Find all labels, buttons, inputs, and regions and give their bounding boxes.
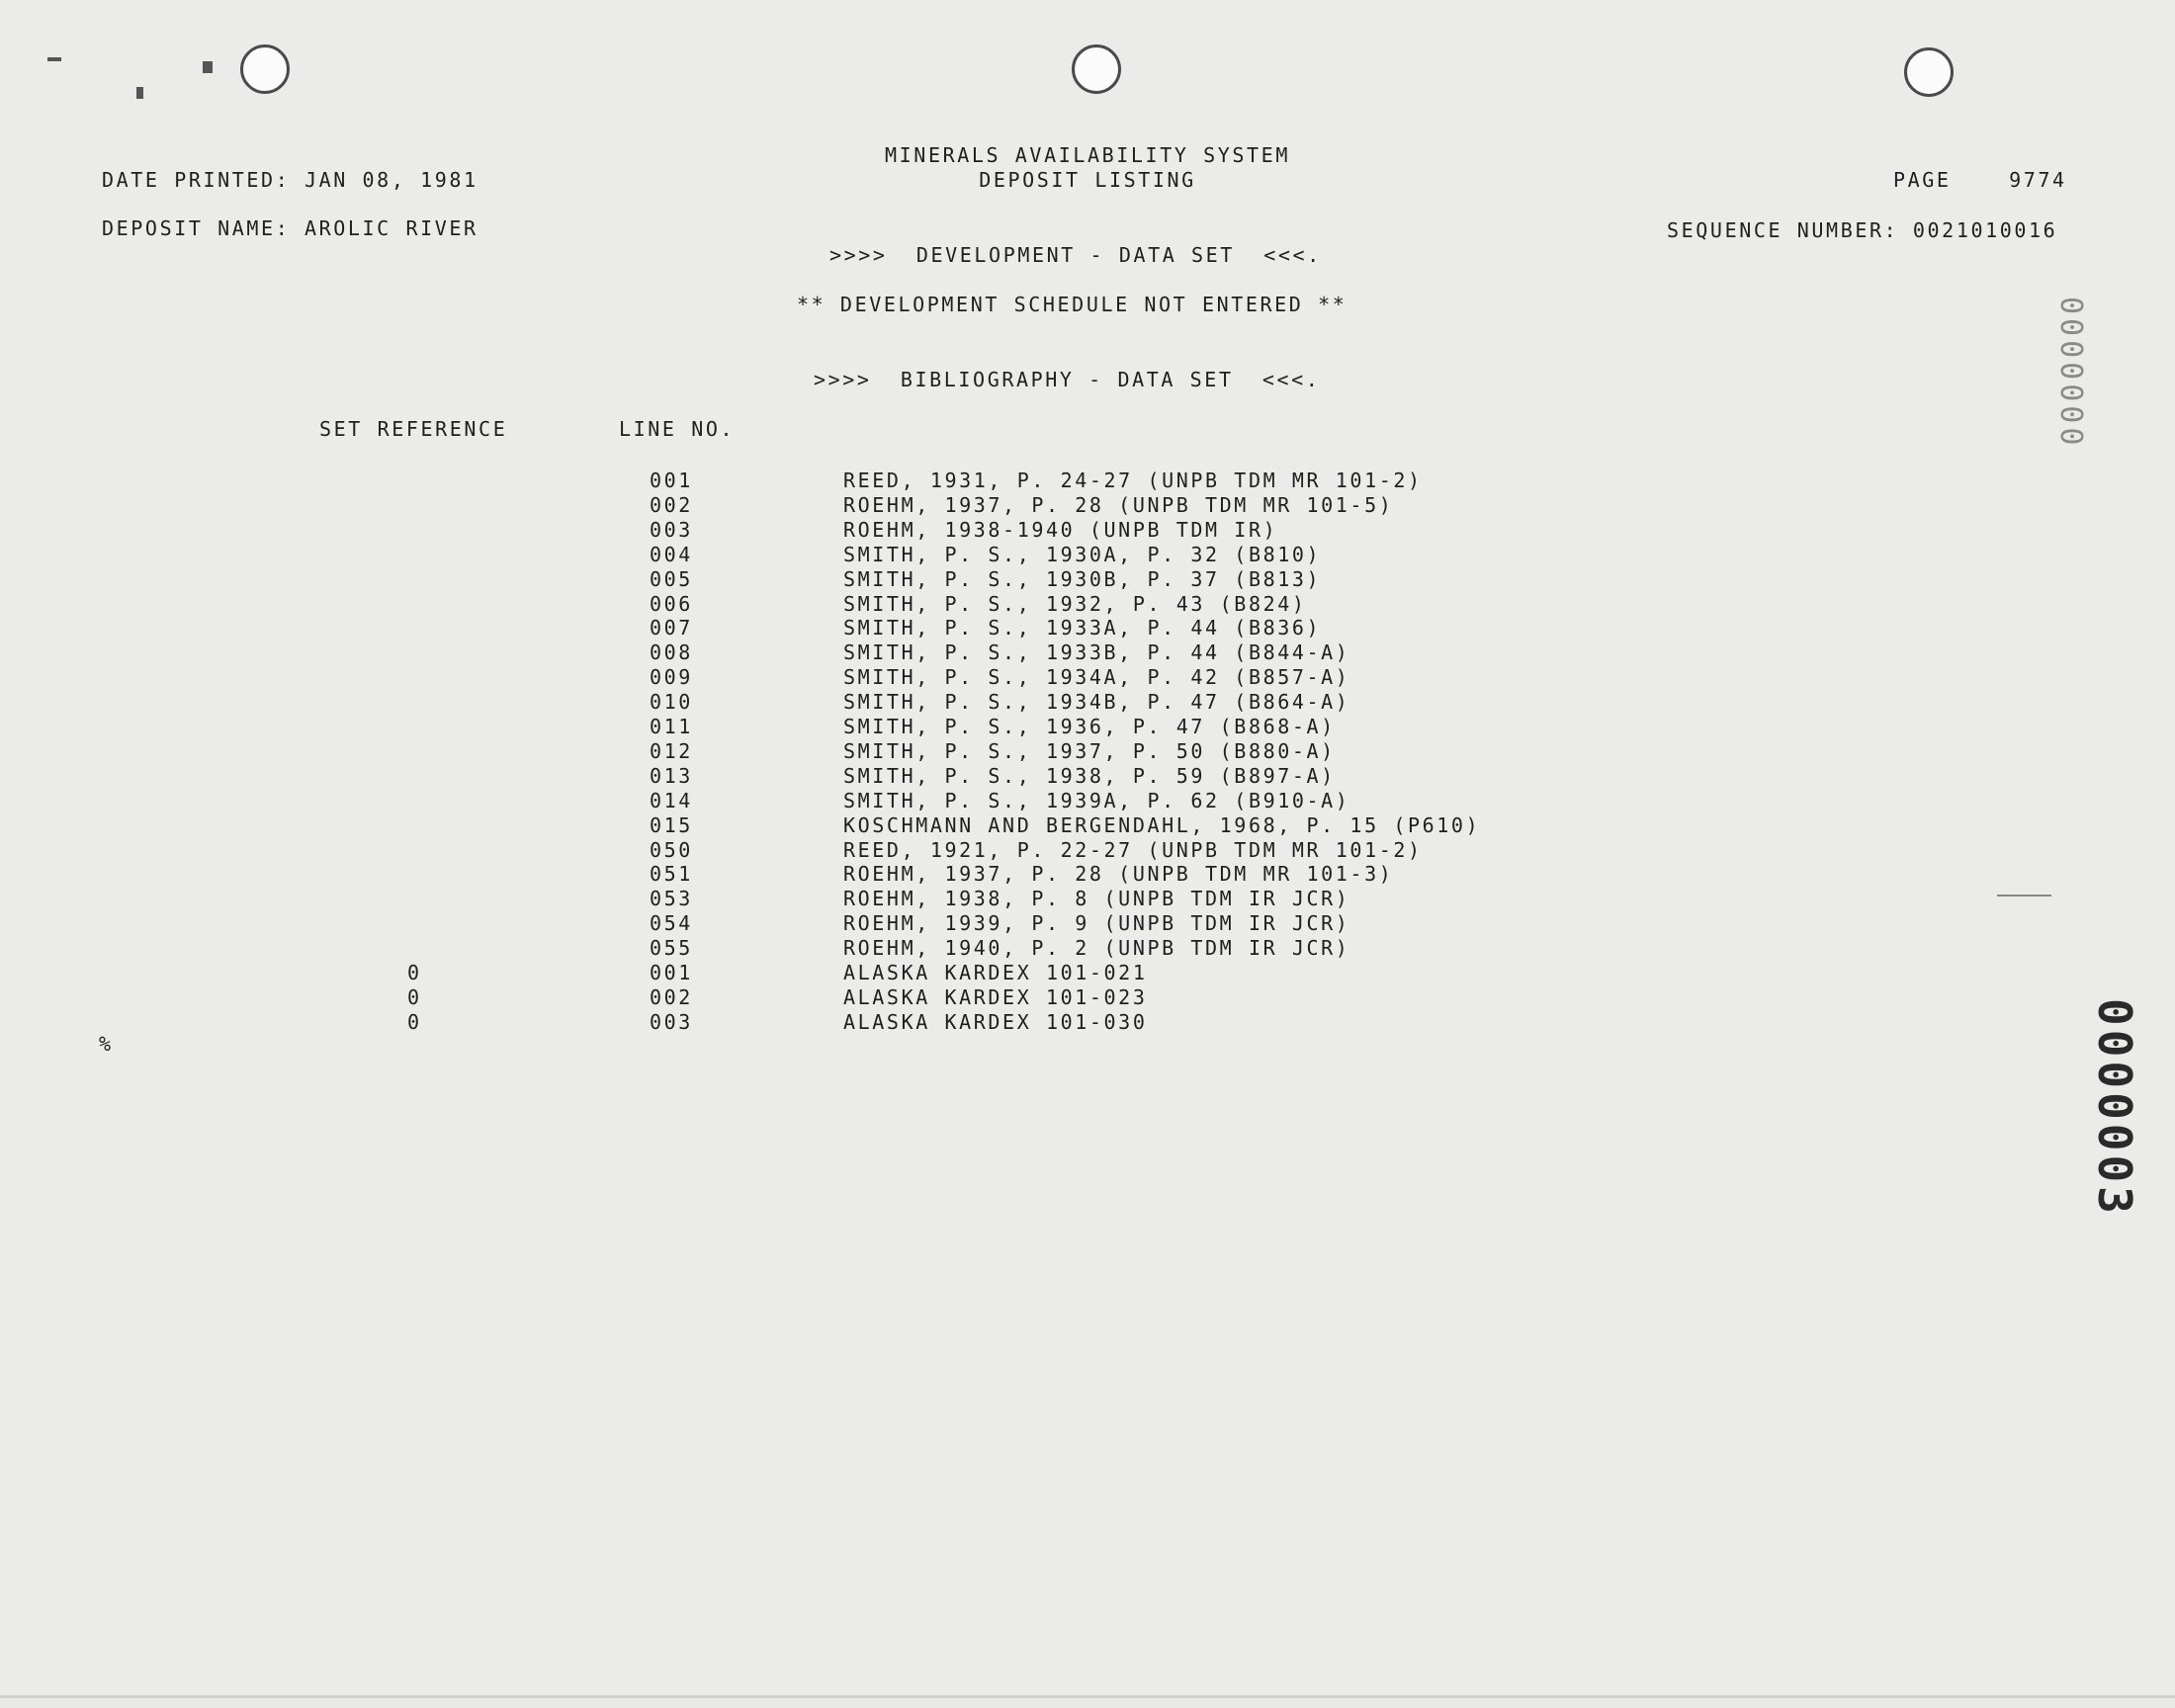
deposit-name: DEPOSIT NAME: AROLIC RIVER: [102, 216, 478, 240]
bibliography-heading: >>>> BIBLIOGRAPHY - DATA SET <<<.: [814, 368, 1321, 391]
table-row: [0, 838, 2175, 863]
listing-title: DEPOSIT LISTING: [979, 168, 1196, 192]
citation-cell: ALASKA KARDEX 101-021: [843, 961, 1148, 984]
line-number-cell: 002: [650, 984, 693, 1009]
table-row: [0, 567, 2175, 592]
line-number-cell: 050: [650, 837, 693, 862]
line-number-cell: 053: [650, 887, 693, 911]
table-row: [0, 789, 2175, 813]
development-notice: ** DEVELOPMENT SCHEDULE NOT ENTERED **: [797, 293, 1348, 316]
table-row: [0, 469, 2175, 493]
citation-cell: SMITH, P. S., 1930B, P. 37 (B813): [843, 566, 1322, 591]
line-number-cell: 003: [650, 1009, 693, 1034]
table-row: [0, 592, 2175, 617]
system-title: MINERALS AVAILABILITY SYSTEM: [885, 143, 1290, 167]
column-header-set-reference: SET REFERENCE: [319, 417, 508, 441]
table-row: [0, 764, 2175, 789]
table-row: [0, 665, 2175, 690]
table-row: [0, 985, 2175, 1010]
table-row: [0, 961, 2175, 985]
line-number-cell: 055: [650, 936, 693, 961]
table-row: [0, 715, 2175, 739]
binder-hole-left: [240, 44, 290, 94]
scan-speck: [136, 87, 143, 99]
line-number-cell: 004: [650, 542, 693, 566]
line-number-cell: 014: [650, 788, 693, 812]
table-row: [0, 911, 2175, 936]
end-of-listing-mark: %: [99, 1032, 114, 1056]
line-number-cell: 013: [650, 763, 693, 788]
table-row: [0, 493, 2175, 518]
line-number-cell: 006: [650, 591, 693, 616]
scan-speck: [203, 61, 213, 73]
citation-cell: SMITH, P. S., 1930A, P. 32 (B810): [843, 542, 1322, 566]
line-number-cell: 001: [650, 961, 693, 984]
citation-cell: ROEHM, 1938-1940 (UNPB TDM IR): [843, 517, 1278, 542]
citation-cell: SMITH, P. S., 1933A, P. 44 (B836): [843, 616, 1322, 640]
citation-cell: SMITH, P. S., 1934B, P. 47 (B864-A): [843, 690, 1350, 715]
sequence-number: SEQUENCE NUMBER: 0021010016: [1667, 218, 2058, 242]
citation-cell: ROEHM, 1939, P. 9 (UNPB TDM IR JCR): [843, 911, 1350, 936]
citation-cell: REED, 1921, P. 22-27 (UNPB TDM MR 101-2): [843, 837, 1423, 862]
line-number-cell: 010: [650, 690, 693, 715]
set-reference-cell: 0: [407, 1009, 420, 1034]
line-number-cell: 054: [650, 911, 693, 936]
date-printed: DATE PRINTED: JAN 08, 1981: [102, 168, 478, 192]
citation-cell: ROEHM, 1938, P. 8 (UNPB TDM IR JCR): [843, 887, 1350, 911]
table-row: [0, 862, 2175, 887]
table-row: [0, 739, 2175, 764]
citation-cell: ROEHM, 1937, P. 28 (UNPB TDM MR 101-5): [843, 492, 1394, 517]
table-row: [0, 640, 2175, 665]
table-row: [0, 887, 2175, 911]
binder-hole-center: [1072, 44, 1121, 94]
citation-cell: KOSCHMANN AND BERGENDAHL, 1968, P. 15 (P610): [843, 812, 1481, 837]
line-number-cell: 015: [650, 812, 693, 837]
citation-cell: SMITH, P. S., 1933B, P. 44 (B844-A): [843, 640, 1350, 665]
page-number: PAGE 9774: [1893, 168, 2067, 192]
table-row: [0, 543, 2175, 567]
table-row: [0, 690, 2175, 715]
citation-cell: SMITH, P. S., 1934A, P. 42 (B857-A): [843, 665, 1350, 690]
line-number-cell: 007: [650, 616, 693, 640]
citation-cell: SMITH, P. S., 1939A, P. 62 (B910-A): [843, 788, 1350, 812]
table-row: [0, 1010, 2175, 1035]
citation-cell: ROEHM, 1940, P. 2 (UNPB TDM IR JCR): [843, 936, 1350, 961]
table-row: [0, 518, 2175, 543]
citation-cell: SMITH, P. S., 1938, P. 59 (B897-A): [843, 763, 1336, 788]
column-header-line-no: LINE NO.: [619, 417, 736, 441]
citation-cell: SMITH, P. S., 1936, P. 47 (B868-A): [843, 715, 1336, 738]
citation-cell: ROEHM, 1937, P. 28 (UNPB TDM MR 101-3): [843, 862, 1394, 887]
development-heading: >>>> DEVELOPMENT - DATA SET <<<.: [829, 243, 1322, 267]
stamp-number-upper: 0000000: [2053, 297, 2088, 450]
citation-cell: ALASKA KARDEX 101-023: [843, 984, 1148, 1009]
citation-cell: SMITH, P. S., 1932, P. 43 (B824): [843, 591, 1307, 616]
line-number-cell: 051: [650, 862, 693, 887]
line-number-cell: 003: [650, 517, 693, 542]
citation-cell: ALASKA KARDEX 101-030: [843, 1009, 1148, 1034]
table-row: [0, 936, 2175, 961]
line-number-cell: 001: [650, 469, 693, 492]
line-number-cell: 011: [650, 715, 693, 738]
line-number-cell: 012: [650, 738, 693, 763]
stamp-number-lower: 0000003: [2088, 998, 2141, 1218]
line-number-cell: 008: [650, 640, 693, 665]
line-number-cell: 005: [650, 566, 693, 591]
citation-cell: REED, 1931, P. 24-27 (UNPB TDM MR 101-2): [843, 469, 1423, 492]
citation-cell: SMITH, P. S., 1937, P. 50 (B880-A): [843, 738, 1336, 763]
line-number-cell: 002: [650, 492, 693, 517]
table-row: [0, 616, 2175, 640]
scan-speck: [47, 57, 61, 61]
binder-hole-right: [1904, 47, 1954, 97]
table-row: [0, 813, 2175, 838]
line-number-cell: 009: [650, 665, 693, 690]
set-reference-cell: 0: [407, 961, 420, 984]
set-reference-cell: 0: [407, 984, 420, 1009]
